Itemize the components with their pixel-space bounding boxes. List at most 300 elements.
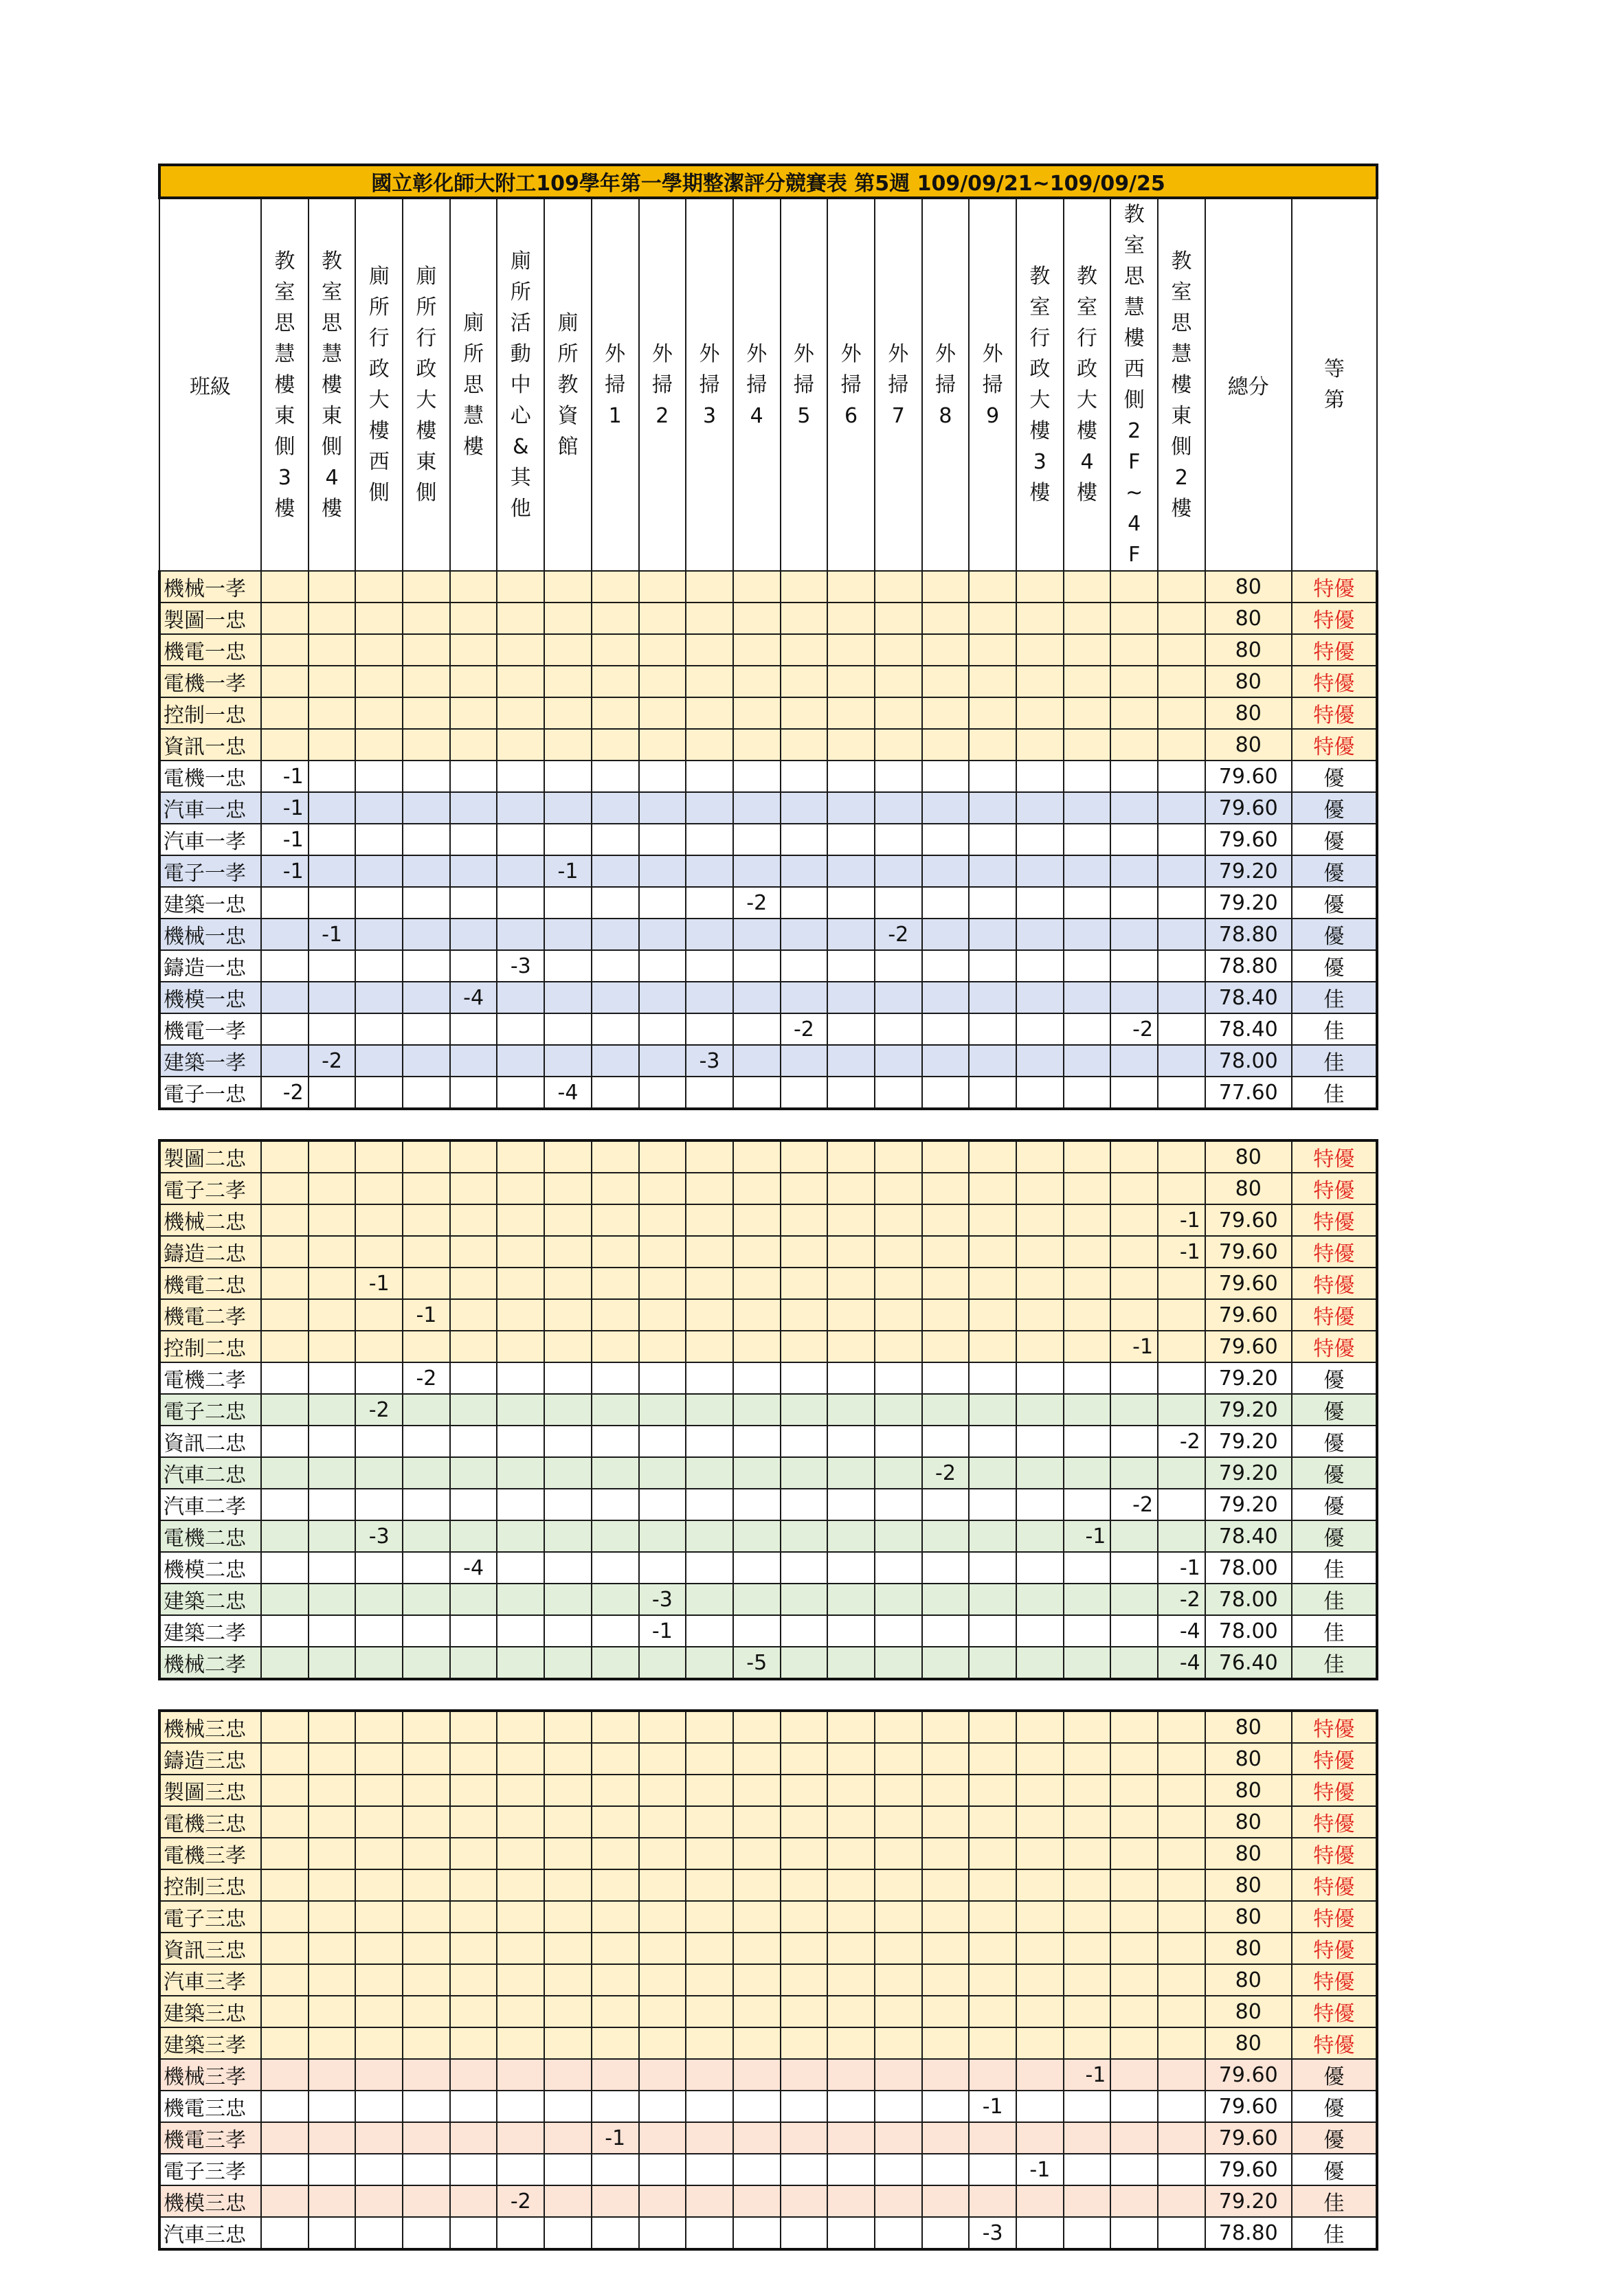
deduction-cell xyxy=(827,666,875,697)
deduction-cell xyxy=(309,1457,356,1489)
deduction-cell xyxy=(969,887,1016,919)
deduction-cell xyxy=(1064,1173,1111,1204)
deduction-cell xyxy=(544,982,592,1013)
deduction-cell xyxy=(261,1457,309,1489)
deduction-cell xyxy=(1016,1140,1064,1173)
deduction-cell xyxy=(544,887,592,919)
deduction-cell xyxy=(403,1236,450,1268)
deduction-cell xyxy=(355,1489,403,1520)
rank-cell: 佳 xyxy=(1292,1552,1377,1584)
deduction-cell xyxy=(969,1362,1016,1394)
deduction-cell xyxy=(1016,1775,1064,1806)
deduction-cell xyxy=(355,824,403,855)
deduction-cell xyxy=(355,634,403,666)
deduction-cell xyxy=(450,1204,497,1236)
deduction-cell xyxy=(544,919,592,950)
deduction-cell xyxy=(875,761,922,792)
deduction-cell xyxy=(450,2122,497,2154)
deduction-cell xyxy=(1110,855,1158,887)
class-name-cell: 製圖三忠 xyxy=(159,1775,261,1806)
deduction-cell xyxy=(261,1869,309,1901)
deduction-cell xyxy=(1064,1013,1111,1045)
deduction-cell xyxy=(639,1869,686,1901)
deduction-cell xyxy=(686,729,733,761)
deduction-cell xyxy=(686,2091,733,2122)
deduction-cell xyxy=(1064,1615,1111,1647)
deduction-cell xyxy=(686,1204,733,1236)
rank-cell: 特優 xyxy=(1292,1236,1377,1268)
deduction-cell xyxy=(1064,1901,1111,1933)
deduction-cell xyxy=(450,761,497,792)
deduction-cell xyxy=(1016,2185,1064,2217)
deduction-cell xyxy=(261,1743,309,1775)
deduction-cell xyxy=(686,824,733,855)
deduction-cell xyxy=(355,2185,403,2217)
rank-cell: 特優 xyxy=(1292,1964,1377,1996)
deduction-cell xyxy=(1016,1869,1064,1901)
deduction-cell xyxy=(733,919,781,950)
deduction-cell xyxy=(592,1901,639,1933)
deduction-cell xyxy=(686,1489,733,1520)
deduction-cell xyxy=(309,1647,356,1679)
deduction-cell xyxy=(781,1489,828,1520)
deduction-cell xyxy=(544,1806,592,1838)
deduction-cell xyxy=(592,1394,639,1426)
deduction-cell xyxy=(497,571,544,603)
deduction-cell xyxy=(969,1647,1016,1679)
deduction-cell xyxy=(403,1520,450,1552)
deduction-cell xyxy=(544,1743,592,1775)
deduction-cell xyxy=(1158,2027,1205,2059)
deduction-cell xyxy=(639,1775,686,1806)
deduction-cell xyxy=(781,2217,828,2249)
rank-cell: 特優 xyxy=(1292,1140,1377,1173)
deduction-cell xyxy=(497,1520,544,1552)
deduction-cell xyxy=(450,1775,497,1806)
deduction-cell xyxy=(261,571,309,603)
table-row xyxy=(159,1775,1377,1806)
deduction-cell: -1 xyxy=(403,1299,450,1331)
deduction-cell xyxy=(261,1268,309,1299)
deduction-cell xyxy=(1110,761,1158,792)
deduction-cell xyxy=(781,2185,828,2217)
deduction-cell xyxy=(309,1426,356,1457)
deduction-cell xyxy=(497,1711,544,1743)
class-name-cell: 機電三忠 xyxy=(159,2091,261,2122)
class-name-cell: 電機三孝 xyxy=(159,1838,261,1869)
deduction-cell xyxy=(781,1426,828,1457)
deduction-cell xyxy=(733,1268,781,1299)
deduction-cell xyxy=(639,1489,686,1520)
deduction-cell xyxy=(639,761,686,792)
class-name-cell: 控制二忠 xyxy=(159,1331,261,1362)
deduction-cell xyxy=(450,1268,497,1299)
deduction-cell xyxy=(592,1077,639,1109)
deduction-cell xyxy=(309,982,356,1013)
deduction-cell xyxy=(1110,1236,1158,1268)
class-name-cell: 機械一孝 xyxy=(159,571,261,603)
deduction-cell xyxy=(544,2217,592,2249)
deduction-cell xyxy=(450,1299,497,1331)
deduction-cell xyxy=(733,1775,781,1806)
deduction-cell xyxy=(450,1489,497,1520)
deduction-cell xyxy=(261,1964,309,1996)
deduction-cell xyxy=(827,1775,875,1806)
deduction-cell xyxy=(733,1806,781,1838)
deduction-cell xyxy=(827,1584,875,1615)
deduction-cell xyxy=(309,1173,356,1204)
deduction-cell xyxy=(403,2059,450,2091)
header-area-10: 外掃3 xyxy=(686,198,733,571)
deduction-cell xyxy=(1110,2154,1158,2185)
deduction-cell xyxy=(1016,2059,1064,2091)
deduction-cell xyxy=(1110,1711,1158,1743)
deduction-cell xyxy=(922,792,970,824)
total-score-cell: 80 xyxy=(1205,1140,1292,1173)
deduction-cell xyxy=(969,729,1016,761)
deduction-cell xyxy=(355,1964,403,1996)
deduction-cell xyxy=(875,1933,922,1964)
deduction-cell xyxy=(403,2122,450,2154)
deduction-cell xyxy=(922,1869,970,1901)
deduction-cell xyxy=(1064,1933,1111,1964)
deduction-cell xyxy=(1110,2185,1158,2217)
deduction-cell xyxy=(403,1869,450,1901)
deduction-cell xyxy=(827,571,875,603)
deduction-cell xyxy=(922,855,970,887)
deduction-cell xyxy=(875,1743,922,1775)
deduction-cell xyxy=(1158,603,1205,634)
class-name-cell: 電子二忠 xyxy=(159,1394,261,1426)
total-score-cell: 79.20 xyxy=(1205,1394,1292,1426)
deduction-cell xyxy=(309,855,356,887)
deduction-cell xyxy=(309,1996,356,2027)
deduction-cell xyxy=(1064,1299,1111,1331)
deduction-cell xyxy=(355,1013,403,1045)
deduction-cell xyxy=(639,887,686,919)
deduction-cell xyxy=(355,666,403,697)
deduction-cell xyxy=(639,2027,686,2059)
deduction-cell xyxy=(1016,1964,1064,1996)
deduction-cell xyxy=(1110,1901,1158,1933)
deduction-cell xyxy=(686,1806,733,1838)
deduction-cell xyxy=(592,2091,639,2122)
deduction-cell xyxy=(1064,1394,1111,1426)
deduction-cell xyxy=(544,1426,592,1457)
deduction-cell xyxy=(497,603,544,634)
class-name-cell: 電機三忠 xyxy=(159,1806,261,1838)
deduction-cell xyxy=(544,1647,592,1679)
deduction-cell xyxy=(1016,2122,1064,2154)
rank-cell: 特優 xyxy=(1292,571,1377,603)
deduction-cell xyxy=(969,761,1016,792)
rank-cell: 優 xyxy=(1292,2059,1377,2091)
deduction-cell xyxy=(544,792,592,824)
rank-cell: 特優 xyxy=(1292,1933,1377,1964)
class-name-cell: 機械一忠 xyxy=(159,919,261,950)
deduction-cell xyxy=(875,982,922,1013)
deduction-cell xyxy=(403,634,450,666)
deduction-cell xyxy=(450,1901,497,1933)
table-row xyxy=(159,1964,1377,1996)
deduction-cell xyxy=(827,1647,875,1679)
deduction-cell: -2 xyxy=(781,1013,828,1045)
deduction-cell xyxy=(733,1013,781,1045)
deduction-cell xyxy=(969,1552,1016,1584)
deduction-cell xyxy=(450,1013,497,1045)
table-row xyxy=(159,1331,1377,1362)
deduction-cell xyxy=(355,571,403,603)
rank-cell: 特優 xyxy=(1292,697,1377,729)
deduction-cell xyxy=(497,761,544,792)
deduction-cell xyxy=(1064,855,1111,887)
deduction-cell xyxy=(1064,792,1111,824)
deduction-cell xyxy=(403,1615,450,1647)
deduction-cell xyxy=(827,792,875,824)
deduction-cell xyxy=(309,1806,356,1838)
deduction-cell xyxy=(497,919,544,950)
rank-cell: 特優 xyxy=(1292,634,1377,666)
deduction-cell xyxy=(544,2154,592,2185)
deduction-cell xyxy=(1110,2027,1158,2059)
total-score-cell: 80 xyxy=(1205,603,1292,634)
deduction-cell xyxy=(450,1933,497,1964)
deduction-cell xyxy=(781,1647,828,1679)
class-name-cell: 電機一孝 xyxy=(159,666,261,697)
deduction-cell xyxy=(544,1236,592,1268)
deduction-cell: -1 xyxy=(309,919,356,950)
total-score-cell: 80 xyxy=(1205,729,1292,761)
deduction-cell xyxy=(309,1743,356,1775)
deduction-cell xyxy=(1016,1394,1064,1426)
deduction-cell xyxy=(1064,1331,1111,1362)
deduction-cell xyxy=(969,2059,1016,2091)
deduction-cell xyxy=(1158,1806,1205,1838)
deduction-cell xyxy=(781,1299,828,1331)
deduction-cell xyxy=(544,1775,592,1806)
deduction-cell xyxy=(827,982,875,1013)
deduction-cell xyxy=(922,1901,970,1933)
rank-cell: 特優 xyxy=(1292,1901,1377,1933)
deduction-cell xyxy=(969,1236,1016,1268)
total-score-cell: 78.00 xyxy=(1205,1615,1292,1647)
deduction-cell: -3 xyxy=(355,1520,403,1552)
deduction-cell xyxy=(781,1077,828,1109)
deduction-cell xyxy=(497,634,544,666)
deduction-cell xyxy=(1110,1268,1158,1299)
deduction-cell xyxy=(497,1901,544,1933)
deduction-cell xyxy=(403,1077,450,1109)
class-name-cell: 機械三忠 xyxy=(159,1711,261,1743)
header-area-20: 教室思慧樓東側2樓 xyxy=(1158,198,1205,571)
deduction-cell xyxy=(969,1268,1016,1299)
rank-cell: 佳 xyxy=(1292,1045,1377,1077)
deduction-cell xyxy=(686,2027,733,2059)
deduction-cell xyxy=(781,603,828,634)
deduction-cell xyxy=(1064,1426,1111,1457)
deduction-cell xyxy=(969,2122,1016,2154)
deduction-cell xyxy=(355,1331,403,1362)
deduction-cell xyxy=(827,2154,875,2185)
deduction-cell xyxy=(450,1045,497,1077)
table-row xyxy=(159,1173,1377,1204)
deduction-cell xyxy=(1064,729,1111,761)
deduction-cell xyxy=(969,1077,1016,1109)
deduction-cell xyxy=(261,1426,309,1457)
deduction-cell xyxy=(403,1045,450,1077)
deduction-cell xyxy=(922,1743,970,1775)
deduction-cell: -2 xyxy=(1158,1584,1205,1615)
deduction-cell xyxy=(355,1806,403,1838)
deduction-cell xyxy=(403,1933,450,1964)
deduction-cell xyxy=(875,1838,922,1869)
deduction-cell xyxy=(827,1140,875,1173)
deduction-cell xyxy=(922,2185,970,2217)
class-name-cell: 機電一忠 xyxy=(159,634,261,666)
deduction-cell xyxy=(309,2154,356,2185)
deduction-cell xyxy=(639,1933,686,1964)
deduction-cell xyxy=(309,1236,356,1268)
deduction-cell xyxy=(639,1299,686,1331)
deduction-cell xyxy=(497,2091,544,2122)
rank-cell: 特優 xyxy=(1292,666,1377,697)
deduction-cell xyxy=(1110,1140,1158,1173)
deduction-cell xyxy=(1064,1489,1111,1520)
deduction-cell xyxy=(875,824,922,855)
rank-cell: 佳 xyxy=(1292,2185,1377,2217)
deduction-cell xyxy=(875,855,922,887)
deduction-cell xyxy=(355,1426,403,1457)
deduction-cell xyxy=(592,1996,639,2027)
deduction-cell: -1 xyxy=(261,855,309,887)
deduction-cell xyxy=(355,1711,403,1743)
deduction-cell xyxy=(544,697,592,729)
deduction-cell xyxy=(733,1077,781,1109)
deduction-cell xyxy=(497,1077,544,1109)
deduction-cell xyxy=(733,1838,781,1869)
deduction-cell xyxy=(875,1869,922,1901)
deduction-cell xyxy=(875,2027,922,2059)
deduction-cell xyxy=(403,1584,450,1615)
header-area-7: 廁所教資館 xyxy=(544,198,592,571)
deduction-cell xyxy=(922,634,970,666)
deduction-cell xyxy=(592,1362,639,1394)
deduction-cell xyxy=(544,1838,592,1869)
deduction-cell xyxy=(309,761,356,792)
rank-cell: 佳 xyxy=(1292,1615,1377,1647)
deduction-cell xyxy=(403,1489,450,1520)
deduction-cell xyxy=(1110,950,1158,982)
deduction-cell xyxy=(497,1964,544,1996)
deduction-cell xyxy=(544,1045,592,1077)
deduction-cell xyxy=(261,1647,309,1679)
deduction-cell xyxy=(781,1838,828,1869)
deduction-cell xyxy=(1064,1362,1111,1394)
deduction-cell xyxy=(1064,1204,1111,1236)
deduction-cell: -1 xyxy=(261,792,309,824)
deduction-cell xyxy=(497,1615,544,1647)
header-area-4: 廁所行政大樓東側 xyxy=(403,198,450,571)
deduction-cell xyxy=(592,571,639,603)
rank-cell: 優 xyxy=(1292,855,1377,887)
deduction-cell xyxy=(261,1552,309,1584)
deduction-cell xyxy=(686,2217,733,2249)
total-score-cell: 79.20 xyxy=(1205,1457,1292,1489)
deduction-cell xyxy=(733,1140,781,1173)
deduction-cell xyxy=(733,666,781,697)
total-score-cell: 79.20 xyxy=(1205,2185,1292,2217)
deduction-cell xyxy=(544,1552,592,1584)
deduction-cell xyxy=(403,887,450,919)
deduction-cell xyxy=(355,1996,403,2027)
deduction-cell xyxy=(1064,761,1111,792)
rank-cell: 優 xyxy=(1292,2091,1377,2122)
rank-cell: 優 xyxy=(1292,1394,1377,1426)
deduction-cell xyxy=(450,1457,497,1489)
deduction-cell xyxy=(827,1362,875,1394)
deduction-cell xyxy=(639,1520,686,1552)
deduction-cell xyxy=(1158,950,1205,982)
rank-cell: 優 xyxy=(1292,792,1377,824)
deduction-cell xyxy=(781,1331,828,1362)
deduction-cell xyxy=(639,634,686,666)
deduction-cell xyxy=(781,950,828,982)
deduction-cell xyxy=(922,1996,970,2027)
table-row xyxy=(159,729,1377,761)
deduction-cell xyxy=(309,2217,356,2249)
total-score-cell: 79.60 xyxy=(1205,761,1292,792)
deduction-cell xyxy=(1016,792,1064,824)
deduction-cell xyxy=(827,1964,875,1996)
deduction-cell xyxy=(592,1331,639,1362)
deduction-cell xyxy=(403,1647,450,1679)
deduction-cell xyxy=(403,1268,450,1299)
deduction-cell xyxy=(827,1204,875,1236)
deduction-cell xyxy=(1016,697,1064,729)
total-score-cell: 79.60 xyxy=(1205,1204,1292,1236)
deduction-cell xyxy=(639,603,686,634)
deduction-cell xyxy=(875,2122,922,2154)
deduction-cell xyxy=(261,1140,309,1173)
deduction-cell xyxy=(733,1331,781,1362)
header-area-19: 教室思慧樓西側2F~4F xyxy=(1110,198,1158,571)
deduction-cell xyxy=(355,1869,403,1901)
deduction-cell xyxy=(1016,1204,1064,1236)
deduction-cell xyxy=(403,1331,450,1362)
deduction-cell xyxy=(686,1615,733,1647)
deduction-cell xyxy=(497,1584,544,1615)
deduction-cell xyxy=(922,824,970,855)
deduction-cell xyxy=(1110,1457,1158,1489)
deduction-cell xyxy=(781,2154,828,2185)
total-score-cell: 79.60 xyxy=(1205,1299,1292,1331)
deduction-cell xyxy=(922,1299,970,1331)
deduction-cell xyxy=(969,2185,1016,2217)
deduction-cell xyxy=(261,1838,309,1869)
deduction-cell xyxy=(309,950,356,982)
class-name-cell: 汽車二孝 xyxy=(159,1489,261,1520)
deduction-cell xyxy=(686,1426,733,1457)
deduction-cell xyxy=(1016,1268,1064,1299)
deduction-cell xyxy=(544,1204,592,1236)
rank-cell: 優 xyxy=(1292,824,1377,855)
deduction-cell xyxy=(875,1964,922,1996)
deduction-cell xyxy=(309,1268,356,1299)
deduction-cell xyxy=(1158,1268,1205,1299)
deduction-cell xyxy=(309,1520,356,1552)
deduction-cell xyxy=(592,1204,639,1236)
deduction-cell xyxy=(1016,2217,1064,2249)
